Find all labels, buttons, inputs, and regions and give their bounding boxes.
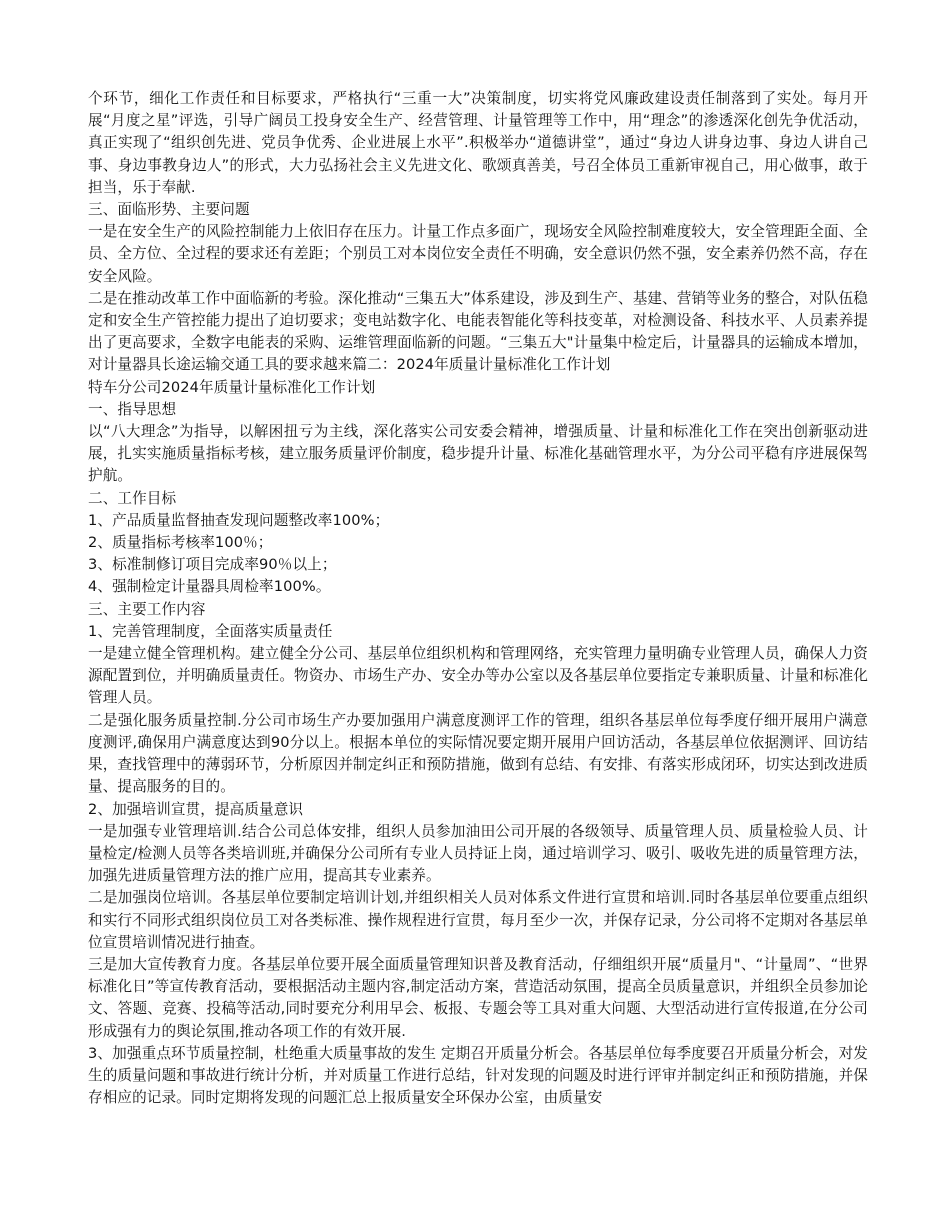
goal-item-1: 1、产品质量监督抽查发现问题整改率100%； xyxy=(88,511,390,529)
goal-item-2: 2、质量指标考核率100％； xyxy=(88,534,273,552)
heading-work-goals: 二、工作目标 xyxy=(88,489,177,507)
plan-title: 特车分公司2024年质量计量标准化工作计划 xyxy=(88,378,376,396)
paragraph-reform-challenge: 二是在推动改革工作中面临新的考验。深化推动“三集五大”体系建设，涉及到生产、基建、营销等业务的整合，对队伍稳定和安全生产管控能力提出了迫切要求；变电站数字化、电能表智能化等科技变革，对检测设备、科技水平、人员素养提出了更高要求，全数字电能表的采购、运维管理面临新的问题。“三集五大"计量集中检定后，计量器具的运输成本增加，对计量器具长途运输交通工具的要求越来篇二：2024年质量计量标准化工作计划 xyxy=(88,289,868,374)
paragraph-safety-risk: 一是在安全生产的风险控制能力上依旧存在压力。计量工作点多面广，现场安全风险控制难度较大，安全管理距全面、全员、全方位、全过程的要求还有差距；个别员工对本岗位安全责任不明确，安全意识仍然不强，安全素养仍然不高，存在安全风险。 xyxy=(88,223,868,285)
paragraph-professional-training: 一是加强专业管理培训.结合公司总体安排，组织人员参加油田公司开展的各级领导、质量管理人员、质量检验人员、计量检定/检测人员等各类培训班,并确保分公司所有专业人员持证上岗，通过培训学习、吸引、吸收先进的质量管理方法，加强先进质量管理方法的推广应用，提高其专业素养。 xyxy=(88,822,868,885)
subheading-training: 2、加强培训宣贯，提高质量意识 xyxy=(88,800,304,818)
heading-situation-problems: 三、面临形势、主要问题 xyxy=(88,201,250,219)
paragraph-publicity: 三是加大宣传教育力度。各基层单位要开展全面质量管理知识普及教育活动，仔细组织开展“质量月"、“计量周”、“世界标准化日”等宣传教育活动，要根据活动主题内容,制定活动方案，营造活动氛围，提高全员质量意识，并组织全员参加论文、答题、竞赛、投稿等活动,同时要充分利用早会、板报、专题会等工具对重大问题、大型活动进行宣传报道,在分公司形成强有力的舆论氛围,推动各项工作的有效开展. xyxy=(88,955,868,1040)
heading-guiding-ideology: 一、指导思想 xyxy=(88,400,177,418)
paragraph-party-conduct: 个环节，细化工作责任和目标要求，严格执行“三重一大”决策制度，切实将党风廉政建设责任制落到了实处。每月开展“月度之星”评选，引导广阔员工投身安全生产、经营管理、计量管理等工作中，用“理念”的渗透深化创先争优活动，真正实现了“组织创先进、党员争优秀、企业进展上水平”.积极举办“道德讲堂”，通过“身边人讲身边事、身边人讲自己事、身边事教身边人”的形式，大力弘扬社会主义先进文化、歌颂真善美，号召全体员工重新审视自己，用心做事，敢于担当，乐于奉献. xyxy=(88,90,868,196)
goal-item-4: 4、强制检定计量器具周检率100%。 xyxy=(88,578,331,596)
paragraph-service-quality: 二是强化服务质量控制.分公司市场生产办要加强用户满意度测评工作的管理，组织各基层单位每季度仔细开展用户满意度测评,确保用户满意度达到90分以上。根据本单位的实际情况要定期开展用户回访活动，各基层单位依据测评、回访结果，查找管理中的薄弱环节，分析原因并制定纠正和预防措施，做到有总结、有安排、有落实形成闭环，切实达到改进质量、提高服务的目的。 xyxy=(88,711,868,796)
document-body xyxy=(88,88,868,1109)
subheading-management-system: 1、完善管理制度，全面落实质量责任 xyxy=(88,622,333,640)
paragraph-guiding-ideology: 以“八大理念”为指导，以解困扭亏为主线，深化落实公司安委会精神，增强质量、计量和标准化工作在突出创新驱动进展，扎实实施质量指标考核，建立服务质量评价制度，稳步提升计量、标准化基础管理水平，为分公司平稳有序进展保驾护航。 xyxy=(88,423,868,485)
paragraph-management-organization: 一是建立健全管理机构。建立健全分公司、基层单位组织机构和管理网络，充实管理力量明确专业管理人员，确保人力资源配置到位，并明确质量责任。物资办、市场生产办、安全办等办公室以及各基层单位要指定专兼职质量、计量和标准化管理人员。 xyxy=(88,645,868,707)
heading-main-work: 三、主要工作内容 xyxy=(88,600,206,618)
goal-item-3: 3、标准制修订项目完成率90％以上； xyxy=(88,556,337,574)
paragraph-post-training: 二是加强岗位培训。各基层单位要制定培训计划,并组织相关人员对体系文件进行宣贯和培训.同时各基层单位要重点组织和实行不同形式组织岗位员工对各类标准、操作规程进行宣贯，每月至少一次，并保存记录，分公司将不定期对各基层单位宣贯培训情况进行抽查。 xyxy=(88,889,868,951)
paragraph-key-quality-control: 3、加强重点环节质量控制，杜绝重大质量事故的发生 定期召开质量分析会。各基层单位每季度要召开质量分析会，对发生的质量问题和事故进行统计分析，并对质量工作进行总结，针对发现的问题及时进行评审并制定纠正和预防措施，并保存相应的记录。同时定期将发现的问题汇总上报质量安全环保办公室，由质量安 xyxy=(88,1044,868,1107)
